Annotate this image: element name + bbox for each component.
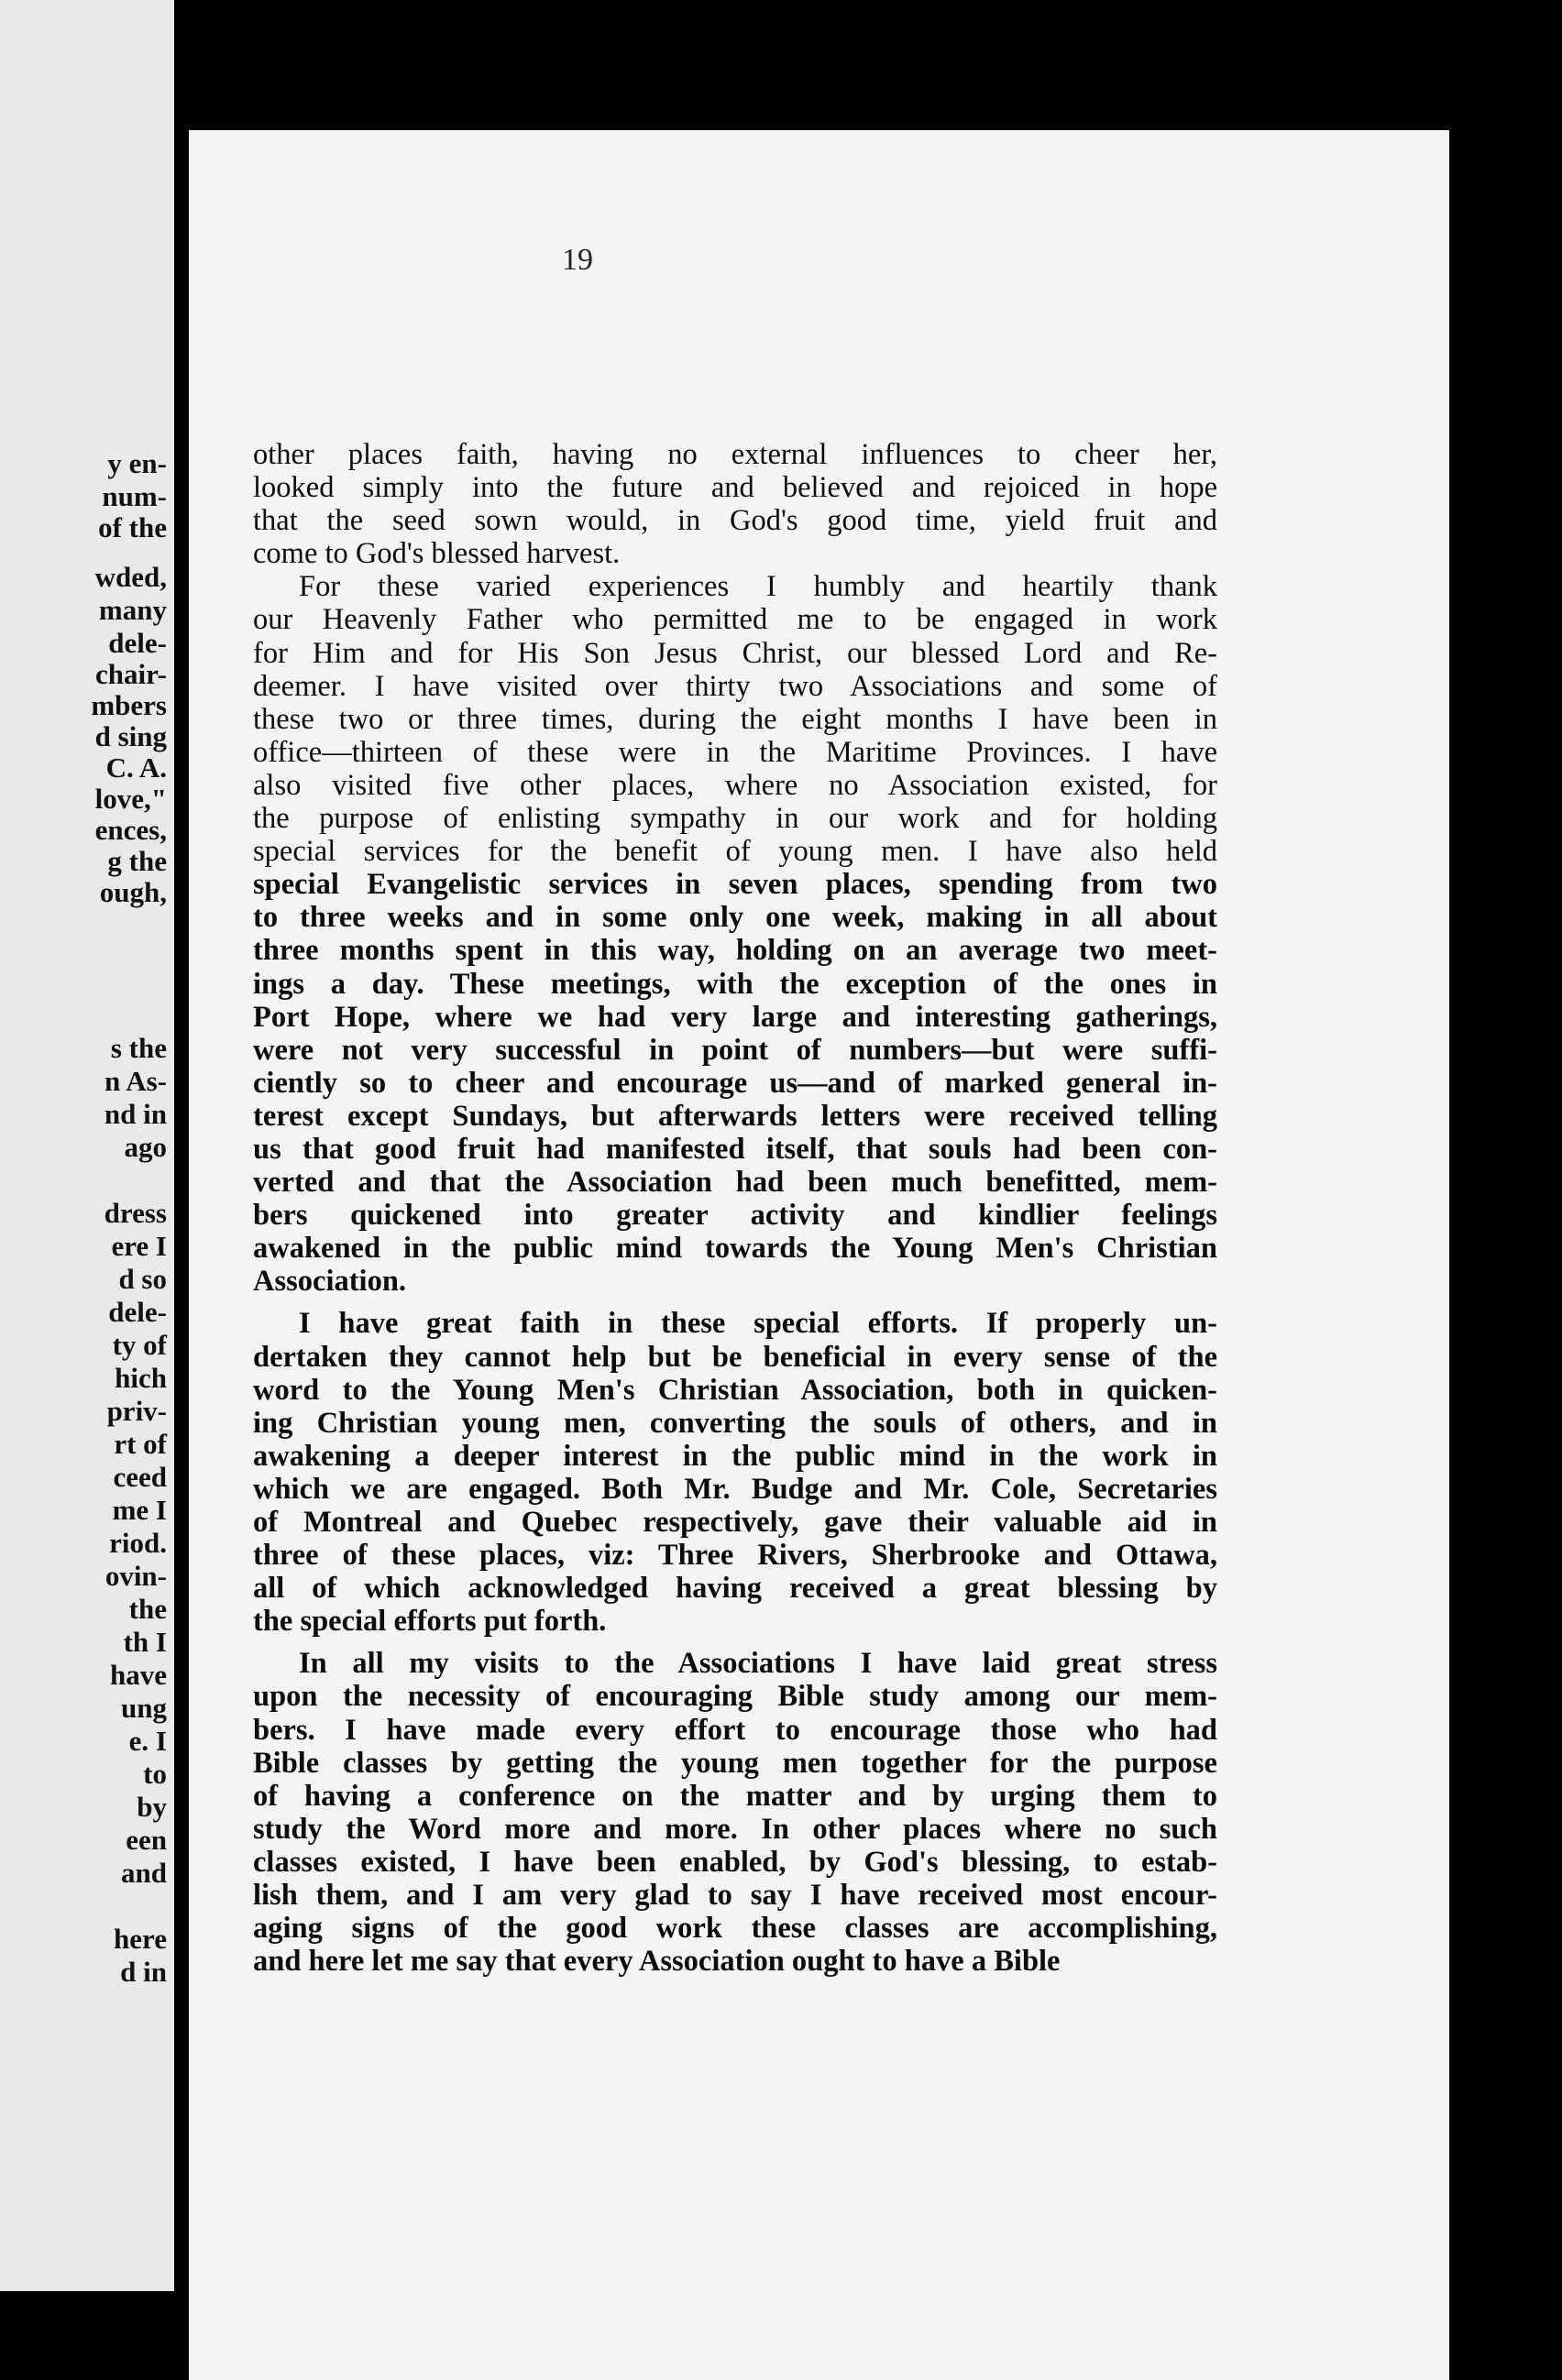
text-line (253, 1747, 1217, 1780)
left-page-line: ago (124, 1131, 167, 1163)
text-line-content: for Him and for His Son Jesus Christ, our blessed Lord and Re- (253, 636, 1217, 670)
left-page-line: riod. (109, 1527, 167, 1559)
left-page-line: e. I (128, 1725, 167, 1757)
left-page-line: by (137, 1791, 167, 1823)
text-line (253, 835, 1217, 868)
text-line-content: In all my visits to the Associations I have laid great stress (299, 1647, 1217, 1681)
left-page-line: g the (107, 845, 167, 877)
left-page-line: chair- (94, 658, 167, 690)
text-line-content: our Heavenly Father who permitted me to be engaged in work (253, 603, 1217, 637)
text-line (253, 736, 1217, 769)
text-line (253, 1605, 1217, 1638)
text-line-content: special services for the benefit of young men. I have also held (253, 835, 1217, 869)
left-page-line: n As- (104, 1065, 167, 1097)
text-line-content: upon the necessity of encouraging Bible study among our mem- (253, 1680, 1217, 1714)
text-line-content: awakening a deeper interest in the public mind in the work in (253, 1439, 1217, 1473)
text-line (253, 868, 1217, 901)
left-page-line: nd in (104, 1098, 167, 1130)
text-line-content: lish them, and I am very glad to say I have received most encour- (253, 1879, 1217, 1913)
left-page-line: many (98, 594, 167, 626)
left-page-line: d sing (94, 720, 167, 752)
left-page-line: ung (121, 1692, 167, 1724)
text-line (253, 1813, 1217, 1846)
left-page-line: ough, (99, 876, 167, 908)
text-line-content: of Montreal and Quebec respectively, gave their valuable aid in (253, 1506, 1217, 1539)
text-line-content: special Evangelistic services in seven places, spending from two (253, 868, 1217, 902)
text-line (253, 603, 1217, 636)
paragraph (253, 570, 1217, 1298)
text-line-content: dertaken they cannot help but be beneficial in every sense of the (253, 1340, 1217, 1374)
left-page-line: y en- (107, 447, 167, 479)
text-line (253, 1100, 1217, 1133)
text-line-content: bers quickened into greater activity and kindlier feelings (253, 1199, 1217, 1233)
text-line (253, 1034, 1217, 1067)
text-line (253, 670, 1217, 703)
text-line-content: ings a day. These meetings, with the exception of the ones in (253, 967, 1217, 1001)
left-page-line: C. A. (105, 751, 167, 784)
left-page-line: priv- (106, 1395, 167, 1427)
text-line (253, 968, 1217, 1001)
text-line-content: to three weeks and in some only one week, making in all about (253, 901, 1217, 935)
text-line-content: these two or three times, during the eight months I have been in (253, 702, 1217, 736)
text-line-content: ing Christian young men, converting the souls of others, and in (253, 1406, 1217, 1440)
text-line-content: other places faith, having no external influences to cheer her, (253, 438, 1217, 471)
text-line (253, 1001, 1217, 1034)
text-line (253, 570, 1217, 603)
text-line-content: the special efforts put forth. (253, 1605, 607, 1639)
text-line-content: the purpose of enlisting sympathy in our work and for holding (253, 802, 1217, 836)
left-page-line: rt of (114, 1428, 167, 1460)
left-page-line: here (114, 1923, 167, 1955)
text-line (253, 1199, 1217, 1232)
text-line (253, 1440, 1217, 1473)
text-line-content: come to God's blessed harvest. (253, 537, 621, 571)
text-line-content: bers. I have made every effort to encourage those who had (253, 1713, 1217, 1747)
paragraph (253, 1307, 1217, 1638)
text-line-content: terest except Sundays, but afterwards letters were received telling (253, 1099, 1217, 1133)
text-line (253, 1846, 1217, 1879)
left-page-line: the (128, 1593, 167, 1625)
text-line-content: Bible classes by getting the young men together for the purpose (253, 1746, 1217, 1780)
text-line (253, 471, 1217, 504)
text-line (253, 1133, 1217, 1166)
body-text (253, 438, 1217, 1978)
left-page-line: num- (102, 480, 167, 512)
text-line (253, 1647, 1217, 1680)
left-page-line: hich (115, 1362, 167, 1394)
left-page-line: dele- (108, 627, 167, 659)
text-line-content: that the seed sown would, in God's good time, yield fruit and (253, 504, 1217, 538)
text-line (253, 1341, 1217, 1374)
left-page-line: s the (110, 1032, 167, 1064)
text-line-content: looked simply into the future and believed and rejoiced in hope (253, 471, 1217, 505)
text-line-content: and here let me say that every Association ought to have a Bible (253, 1945, 1061, 1979)
text-line-content: of having a conference on the matter and by urging them to (253, 1779, 1217, 1813)
text-line (253, 1680, 1217, 1713)
left-page-line: ovin- (104, 1560, 167, 1592)
text-line-content: I have great faith in these special efforts. If properly un- (299, 1307, 1217, 1341)
text-line-content: verted and that the Association had been much benefitted, mem- (253, 1166, 1217, 1200)
text-line-content: us that good fruit had manifested itself, that souls had been con- (253, 1132, 1217, 1166)
text-line (253, 1265, 1217, 1298)
text-line-content: Association. (253, 1265, 407, 1299)
left-page-line: me I (112, 1494, 167, 1526)
text-line (253, 537, 1217, 570)
paragraph-gap (253, 1638, 1217, 1647)
text-line-content: three months spent in this way, holding on an average two meet- (253, 934, 1217, 968)
left-page-line: love," (94, 783, 167, 815)
left-page-line: and (121, 1857, 167, 1889)
left-page-line: ty of (112, 1329, 167, 1361)
text-line (253, 769, 1217, 802)
text-line-content: classes existed, I have been enabled, by God's blessing, to estab- (253, 1845, 1217, 1879)
left-page-line: of the (98, 511, 167, 543)
text-line-content: deemer. I have visited over thirty two Associations and some of (253, 669, 1217, 703)
text-line-content: office—thirteen of these were in the Maritime Provinces. I have (253, 735, 1217, 769)
left-page-line: th I (123, 1626, 167, 1658)
page-number: 19 (562, 243, 593, 277)
left-page-line: have (110, 1659, 167, 1691)
text-line-content: word to the Young Men's Christian Association, both in quicken- (253, 1373, 1217, 1407)
paragraph (253, 1647, 1217, 1978)
text-line (253, 901, 1217, 934)
left-page-line: d in (120, 1956, 167, 1988)
text-line-content: aging signs of the good work these classes are accomplishing, (253, 1912, 1217, 1946)
text-line-content: three of these places, viz: Three Rivers, Sherbrooke and Ottawa, (253, 1539, 1217, 1573)
left-page-line: dele- (108, 1296, 167, 1328)
text-line (253, 802, 1217, 835)
text-line (253, 1232, 1217, 1265)
left-page-line: ceed (113, 1461, 167, 1493)
text-line (253, 438, 1217, 471)
text-line (253, 1067, 1217, 1100)
paragraph (253, 438, 1217, 570)
text-line (253, 1473, 1217, 1506)
text-line (253, 1945, 1217, 1978)
left-page-line: wded, (94, 561, 167, 593)
left-page (0, 0, 174, 2291)
text-line (253, 1572, 1217, 1605)
text-line (253, 1506, 1217, 1539)
text-line (253, 1912, 1217, 1945)
text-line (253, 637, 1217, 670)
left-page-line: dress (104, 1197, 167, 1229)
text-line (253, 703, 1217, 736)
text-line (253, 504, 1217, 537)
text-line-content: For these varied experiences I humbly and heartily thank (299, 570, 1217, 604)
text-line (253, 1780, 1217, 1813)
text-line (253, 1307, 1217, 1340)
text-line-content: all of which acknowledged having received a great blessing by (253, 1572, 1217, 1606)
text-line-content: Port Hope, where we had very large and interesting gatherings, (253, 1000, 1217, 1034)
text-line (253, 1407, 1217, 1440)
text-line-content: awakened in the public mind towards the Young Men's Christian (253, 1232, 1217, 1266)
text-line-content: also visited five other places, where no Association existed, for (253, 768, 1217, 802)
text-line-content: which we are engaged. Both Mr. Budge and Mr. Cole, Secretaries (253, 1472, 1217, 1506)
text-line-content: were not very successful in point of numbers—but were suffi- (253, 1033, 1217, 1067)
left-page-line: to (143, 1758, 167, 1790)
text-line (253, 934, 1217, 967)
left-page-line: d so (118, 1263, 167, 1295)
text-line (253, 1539, 1217, 1572)
left-page-line: mbers (91, 689, 167, 721)
text-line (253, 1166, 1217, 1199)
text-line (253, 1714, 1217, 1747)
paragraph-gap (253, 1298, 1217, 1307)
left-page-line: een (126, 1824, 167, 1856)
text-line-content: ciently so to cheer and encourage us—and of marked general in- (253, 1066, 1217, 1100)
left-page-line: ences, (94, 814, 167, 846)
text-line (253, 1374, 1217, 1407)
text-line (253, 1879, 1217, 1912)
text-line-content: study the Word more and more. In other places where no such (253, 1812, 1217, 1846)
left-page-line: ere I (111, 1230, 167, 1262)
